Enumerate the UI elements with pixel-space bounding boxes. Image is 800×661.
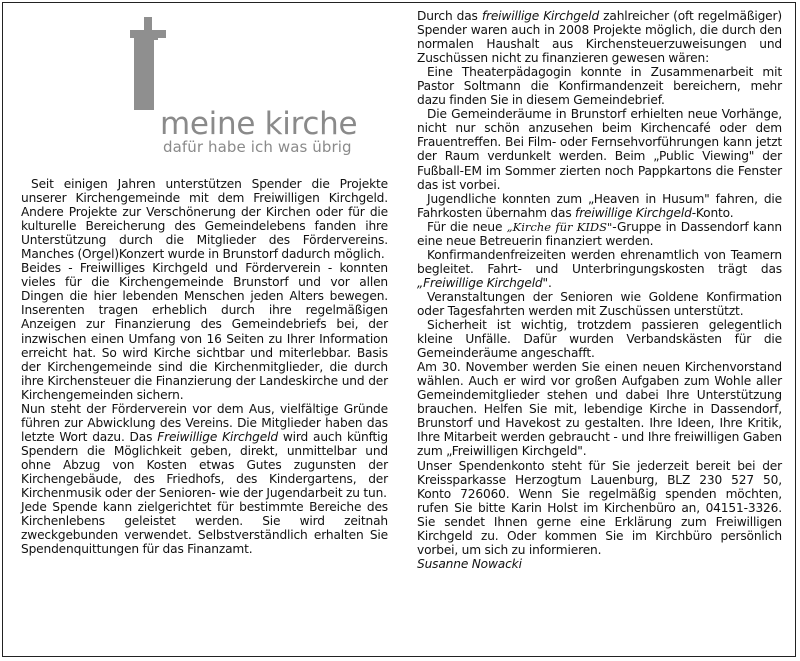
paragraph: Am 30. November werden Sie einen neuen Kirchenvorstand wählen. Auch er wird vor großen Aufgaben zum Wohle aller Gemeindemitglieder stehen und dabei Ihre Unterstützung brauchen. Helfen Sie mit, lebendige Kirche in Dassendorf, Brunstorf und Havekost zu gestalten. Ihre Ideen, Ihre Kritik, Ihre Mitarbeit werden gebraucht - und Ihre freiwilligen Gaben zum „Freiwilligen Kirchgeld". — [417, 360, 782, 459]
paragraph: Unser Spendenkonto steht für Sie jederzeit bereit bei der Kreissparkasse Herzogtum Lauenburg, BLZ 230 527 50, Konto 726060. Wenn Sie regelmäßig spenden möchten, rufen Sie bitte Karin Holst im Kirchenbüro an, 04151-3326. Sie sendet Ihnen gerne eine Erklärung zum Freiwilligen Kirchgeld zu. Oder kommen Sie im Kirchbüro persönlich vorbei, um sich zu informieren. — [417, 458, 782, 557]
paragraph: Eine Theaterpädagogin konnte in Zusammenarbeit mit Pastor Soltmann die Konfirmandenzeit bereichern, mehr dazu finden Sie in diesem Gemeindebrief. — [417, 65, 782, 108]
paragraph: Veranstaltungen der Senioren wie Goldene Konfirmation oder Tagesfahrten werden mit Zuschüssen unterstützt. — [417, 289, 782, 318]
paragraph: Für die neue „Kirche für KIDS"-Gruppe in Dassendorf kann eine neue Betreuerin finanziert werden. — [417, 219, 782, 248]
paragraph: Nun steht der Förderverein vor dem Aus, vielfältige Gründe führen zur Abwicklung des Vereins. Die Mitglieder haben das letzte Wort dazu. Das Freiwillige Kirchgeld wird auch künftig Spendern die Möglichkeit geben, direkt, unmittelbar und ohne Abzug von Kosten etwas Gutes zugunsten der Kirchengebäude, des Friedhofs, des Kindergartens, der Kirchenmusik oder der Senioren- wie der Jugendarbeit zu tun. — [21, 401, 389, 501]
left-column — [21, 177, 388, 556]
paragraph: Sicherheit ist wichtig, trotzdem passieren gelegentlich kleine Unfälle. Dafür wurden Verbandskästen für die Gemeinderäume angeschafft. — [417, 318, 782, 361]
logo-word: meine kirche — [160, 106, 358, 142]
paragraph: Durch das freiwillige Kirchgeld zahlreicher (oft regelmäßiger) Spender waren auch in 2008 Projekte möglich, die durch den normalen Haushalt aus Kirchensteuerzuweisungen und Zuschüssen nicht zu finanzieren gewesen wären: — [417, 9, 782, 66]
logo-tagline: dafür habe ich was übrig — [163, 138, 352, 156]
paragraph: Seit einigen Jahren unterstützen Spender die Projekte unserer Kirchengemeinde mit dem Freiwilligen Kirchgeld. Andere Projekte zur Verschönerung der Kirchen oder für die kulturelle Bereicherung des Gemeindelebens fanden ihre Unterstützung durch die Mitglieder des Fördervereins. Manches (Orgel)Konzert wurde in Brunstorf dadurch möglich. — [21, 177, 388, 262]
paragraph: Jede Spende kann zielgerichtet für bestimmte Bereiche des Kirchenlebens geleistet werden. Sie wird zeitnah zweckgebunden verwendet. Selbstverständlich erhalten Sie Spendenquittungen für das Finanzamt. — [21, 500, 388, 557]
paragraph: Beides - Freiwilliges Kirchgeld und Förderverein - konnten vieles für die Kirchengemeinde Brunstorf und vor allen Dingen die hier lebenden Menschen jeden Alters bewegen. Inserenten tragen erheblich durch ihre regelmäßigen Anzeigen zur Finanzierung des Gemeindebriefs bei, der inzwischen einen Umfang von 16 Seiten zu Ihrer Information erreicht hat. So wird Kirche sichtbar und miterlebbar. Basis der Kirchengemeinde sind die Kirchenmitglieder, die durch ihre Kirchensteuer die Finanzierung der Landeskirche und der Kirchengemeinden sichern. — [21, 261, 388, 402]
logo-bar-vertical — [144, 38, 154, 110]
paragraph: Konfirmandenfreizeiten werden ehrenamtlich von Teamern begleitet. Fahrt- und Unterbringungskosten trägt das „Freiwillige Kirchgeld". — [417, 247, 782, 290]
paragraph: Die Gemeinderäume in Brunstorf erhielten neue Vorhänge, nicht nur schön anzusehen beim Kirchencafé oder dem Frauentreffen. Bei Film- oder Fernsehvorführungen kann jetzt der Raum verdunkelt werden. Beim „Public Viewing" der Fußball-EM im Sommer zierten noch Pappkartons die Fenster das ist vorbei. — [417, 107, 782, 192]
paragraph: Jugendliche konnten zum „Heaven in Husum" fahren, die Fahrkosten übernahm das freiwillige Kirchgeld-Konto. — [417, 191, 782, 220]
right-column — [417, 9, 782, 571]
signature: Susanne Nowacki — [417, 556, 522, 571]
